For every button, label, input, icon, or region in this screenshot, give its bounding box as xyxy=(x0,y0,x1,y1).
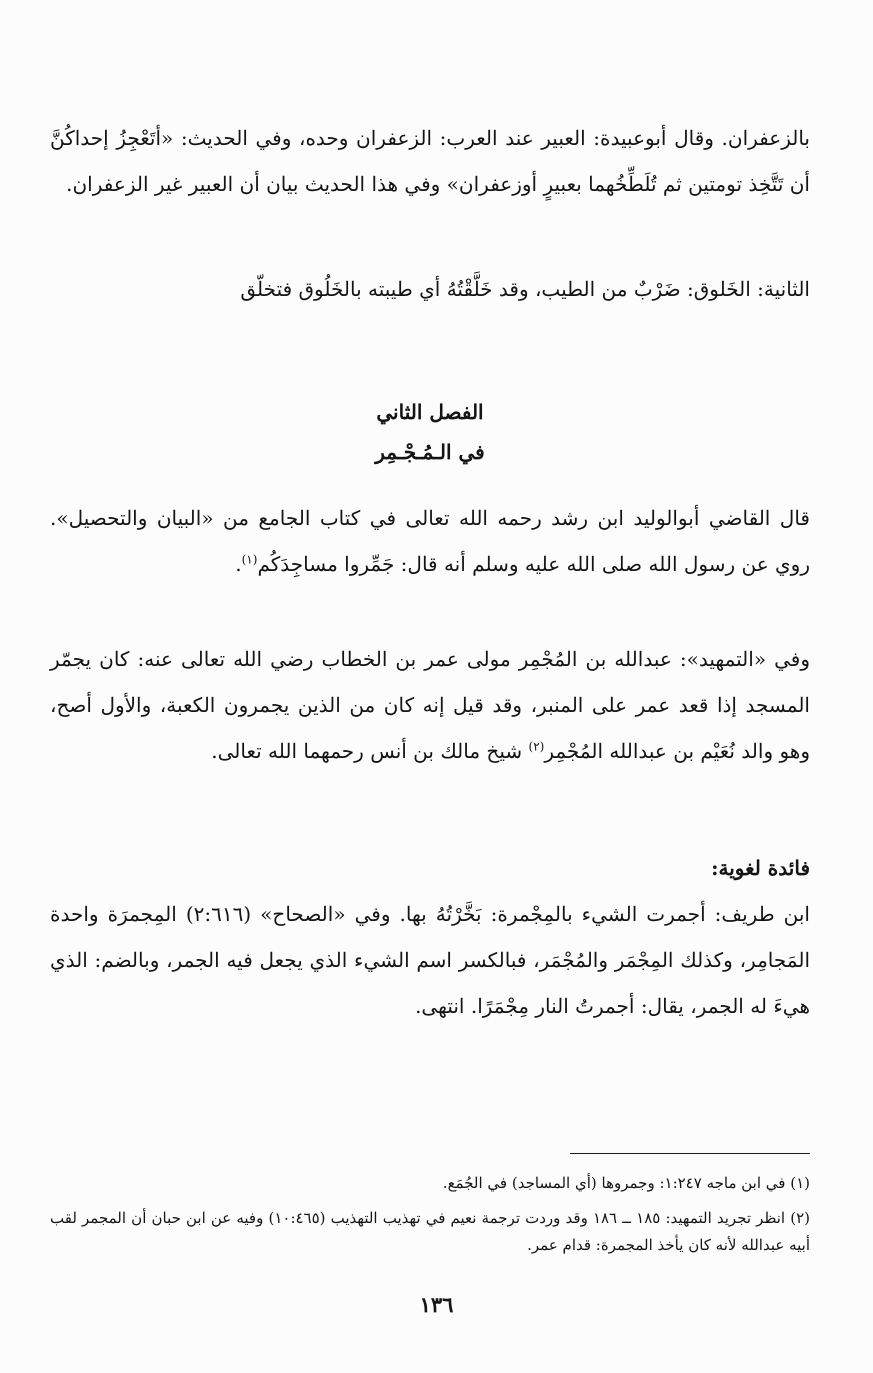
footnote-ref-2: (٢) xyxy=(528,739,545,754)
page-number: ١٣٦ xyxy=(419,1292,454,1317)
footnote-1: (١) في ابن ماجه ١:٢٤٧: وجمروها (أي المساجد) في الجُمَع. xyxy=(442,1174,810,1192)
paragraph-ibn-rushd-end: . xyxy=(235,552,242,576)
note-title: فائدة لغوية: xyxy=(711,856,810,880)
paragraph-intro: بالزعفران. وقال أبوعبيدة: العبير عند العرب: الزعفران وحده، وفي الحديث: «أتَعْجِزُ إحداكُنَّ أن تَتَّخِذ تومتين ثم تُلَطِّخُهما بعبيرٍ أوزعفران» وفي هذا الحديث بيان أن العبير غير الزعفران. xyxy=(50,126,810,196)
paragraph-ibn-rushd xyxy=(50,495,810,587)
paragraph-ibn-rushd-text: قال القاضي أبوالوليد ابن رشد رحمه الله تعالى في كتاب الجامع من «البيان والتحصيل». روي عن رسول الله صلى الله عليه وسلم أنه قال: جَمِّروا مساجِدَكُم xyxy=(50,506,810,576)
paragraph-tamhid-text-b: شيخ مالك بن أنس رحمهما الله تعالى. xyxy=(211,739,529,763)
footnote-ref-1: (١) xyxy=(241,552,258,567)
paragraph-tamhid-text-a: وفي «التمهيد»: عبدالله بن المُجْمِر مولى عمر بن الخطاب رضي الله تعالى عنه: كان يجمّر المسجد إذا قعد عمر على المنبر، وقد قيل إنه كان من الذين يجمرون الكعبة، والأول أصح، وهو والد نُعَيْم بن عبدالله المُجْمِر xyxy=(50,647,810,763)
chapter-subheading: في الـمُـجْـمِر xyxy=(375,440,485,464)
paragraph-tamhid xyxy=(50,636,810,774)
paragraph-khaluq: الثانية: الخَلوق: ضَرْبٌ من الطيب، وقد خَلَّقْتُهُ أي طيبته بالخَلُوق فتخلّق xyxy=(240,277,810,301)
footnote-divider xyxy=(570,1153,810,1154)
paragraph-lexical-note: ابن طريف: أجمرت الشيء بالمِجْمرة: بَخَّرْتُهُ بها. وفي «الصحاح» (٢:٦١٦) المِجمرَة واحدة المَجامِر، وكذلك المِجْمَر والمُجْمَر، فبالكسر اسم الشيء الذي يجعل فيه الجمر، وبالضم: الذي هيءَ له الجمر، يقال: أجمرتُ النار مِجْمَرًا. انتهى. xyxy=(50,902,810,1018)
footnote-2: (٢) انظر تجريد التمهيد: ١٨٥ ــ ١٨٦ وقد وردت ترجمة نعيم في تهذيب التهذيب (١٠:٤٦٥) وفيه عن ابن حبان أن المجمر لقب أبيه عبدالله لأنه كان يأخذ المجمرة: قدام عمر. xyxy=(50,1209,811,1254)
chapter-heading: الفصل الثاني xyxy=(376,400,484,424)
